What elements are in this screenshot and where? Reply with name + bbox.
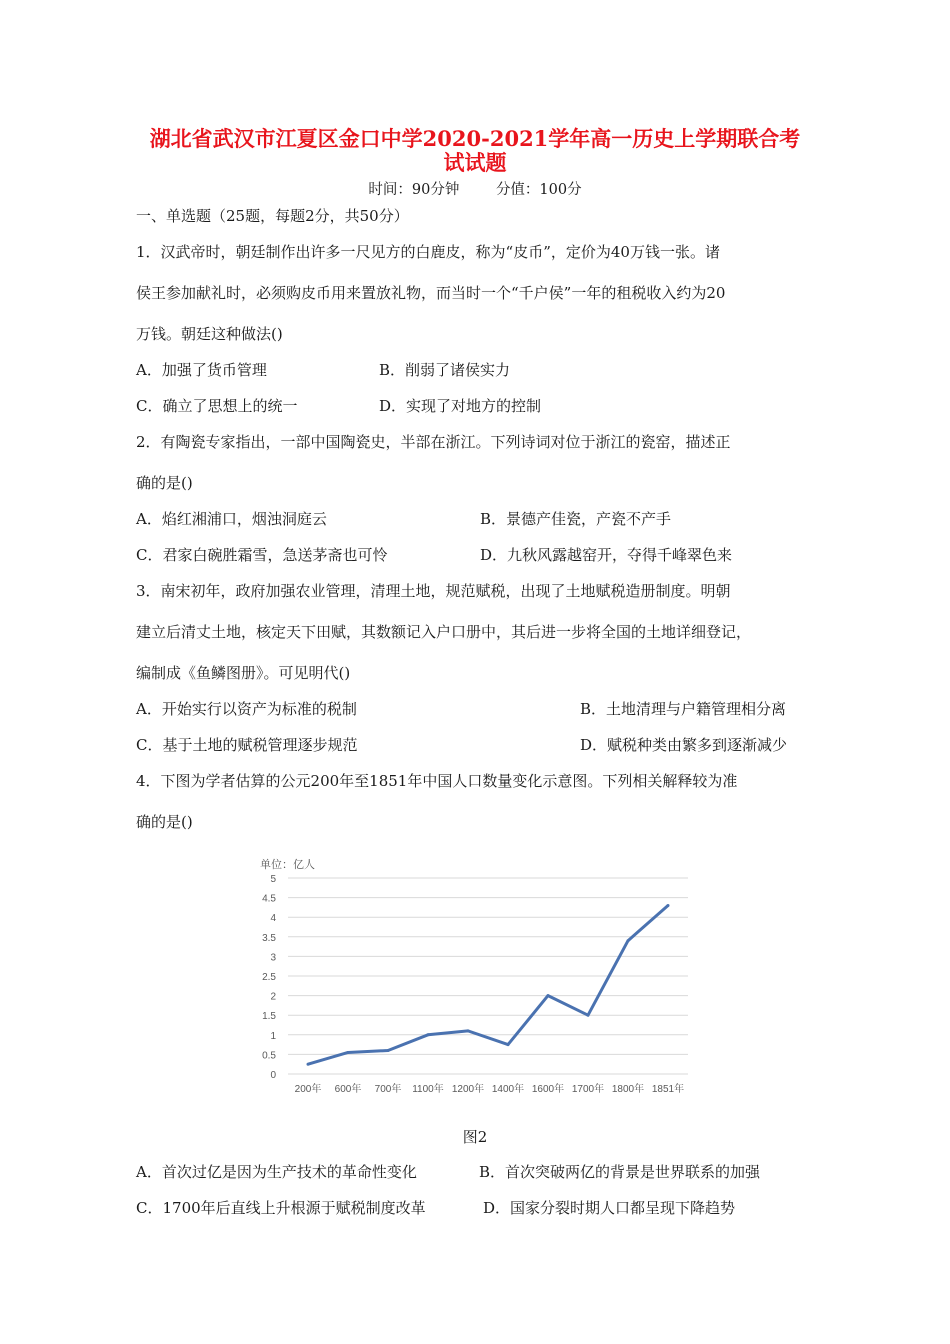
data-point (427, 1033, 430, 1036)
y-tick-label: 2 (270, 991, 276, 1003)
q4-line-2: 确的是() (136, 813, 193, 831)
data-point (387, 1049, 390, 1052)
q1-line-3: 万钱。朝廷这种做法() (136, 325, 283, 343)
q3-option-d: D．赋税种类由繁多到逐渐减少 (580, 736, 788, 754)
section-heading: 一、单选题（25题，每题2分，共50分） (136, 207, 409, 225)
y-tick-label: 3.5 (262, 932, 276, 944)
q4-line-1: 4．下图为学者估算的公元200年至1851年中国人口数量变化示意图。下列相关解释较为准 (136, 772, 738, 790)
x-tick-label: 1800年 (611, 1084, 645, 1095)
x-tick-label: 1700年 (571, 1084, 605, 1095)
q3-option-c: C．基于土地的赋税管理逐步规范 (136, 736, 358, 754)
x-tick-label: 1600年 (531, 1084, 565, 1095)
y-tick-label: 5 (270, 874, 276, 885)
q1-option-b: B．削弱了诸侯实力 (379, 361, 511, 379)
q4-option-b: B．首次突破两亿的背景是世界联系的加强 (479, 1163, 761, 1181)
y-tick-label: 0.5 (262, 1050, 276, 1062)
chart-data-points (307, 904, 670, 1066)
figure-caption: 图2 (462, 1128, 488, 1146)
q1-line-2: 侯王参加献礼时，必须购皮币用来置放礼物，而当时一个“千户侯”一年的租税收入约为20 (136, 284, 726, 302)
y-tick-label: 2.5 (262, 972, 276, 983)
y-tick-label: 1 (270, 1030, 276, 1042)
x-tick-label: 1400年 (491, 1084, 525, 1095)
q4-option-d: D．国家分裂时期人口都呈现下降趋势 (483, 1199, 736, 1217)
x-tick-label: 600年 (334, 1084, 362, 1095)
data-point (347, 1051, 350, 1054)
y-tick-label: 0 (270, 1070, 276, 1081)
q2-option-c: C．君家白碗胜霜雪，急送茅斋也可怜 (136, 546, 388, 564)
population-series-line (308, 905, 668, 1064)
exam-meta (0, 178, 950, 199)
document-title-line-1: 湖北省武汉市江夏区金口中学2020-2021学年高一历史上学期联合考 (149, 126, 801, 151)
q3-line-3: 编制成《鱼鳞图册》。可见明代() (136, 664, 351, 682)
document-title-line-2: 试试题 (443, 150, 507, 175)
q1-option-a: A．加强了货币管理 (136, 361, 267, 379)
x-tick-label: 700年 (374, 1084, 402, 1095)
data-point (627, 939, 630, 942)
q4-option-c: C．1700年后直线上升根源于赋税制度改革 (136, 1199, 426, 1217)
chart-y-axis (262, 874, 276, 1081)
data-point (507, 1043, 510, 1046)
chart-unit-title: 单位：亿人 (260, 859, 315, 871)
q2-line-1: 2．有陶瓷专家指出，一部中国陶瓷史，半部在浙江。下列诗词对位于浙江的瓷窑，描述正 (136, 433, 731, 451)
data-point (667, 904, 670, 907)
chart-gridlines (288, 878, 688, 1074)
q1-option-d: D．实现了对地方的控制 (379, 397, 542, 415)
x-tick-label: 1851年 (651, 1084, 685, 1095)
q1-line-1: 1．汉武帝时，朝廷制作出许多一尺见方的白鹿皮，称为“皮币”，定价为40万钱一张。诸 (136, 243, 720, 261)
y-tick-label: 1.5 (262, 1011, 276, 1023)
chart-x-axis (295, 1082, 684, 1095)
data-point (587, 1014, 590, 1017)
y-tick-label: 3 (270, 952, 276, 964)
q2-option-d: D．九秋风露越窑开，夺得千峰翠色来 (480, 546, 733, 564)
x-tick-label: 1200年 (451, 1084, 485, 1095)
x-tick-label: 1100年 (412, 1084, 444, 1095)
data-point (467, 1029, 470, 1032)
q3-option-a: A．开始实行以资产为标准的税制 (136, 700, 357, 718)
q1-option-c: C．确立了思想上的统一 (136, 397, 298, 415)
exam-time: 时间：90分钟 (368, 182, 460, 198)
q4-option-a: A．首次过亿是因为生产技术的革命性变化 (136, 1163, 417, 1181)
y-tick-label: 4 (270, 913, 276, 925)
q3-line-2: 建立后清丈土地，核定天下田赋，其数额记入户口册中，其后进一步将全国的土地详细登记， (136, 623, 752, 641)
q3-line-1: 3．南宋初年，政府加强农业管理，清理土地，规范赋税，出现了土地赋税造册制度。明朝 (136, 582, 731, 600)
population-line-chart (248, 848, 698, 1100)
y-tick-label: 4.5 (262, 893, 276, 905)
q3-option-b: B．土地清理与户籍管理相分离 (580, 700, 787, 718)
data-point (547, 994, 550, 997)
q2-option-a: A．焰红湘浦口，烟浊洞庭云 (136, 510, 327, 528)
x-tick-label: 200年 (294, 1084, 322, 1095)
q2-line-2: 确的是() (136, 474, 193, 492)
exam-score: 分值：100分 (495, 182, 582, 198)
data-point (307, 1063, 310, 1066)
q2-option-b: B．景德产佳瓷，产瓷不产手 (480, 510, 672, 528)
